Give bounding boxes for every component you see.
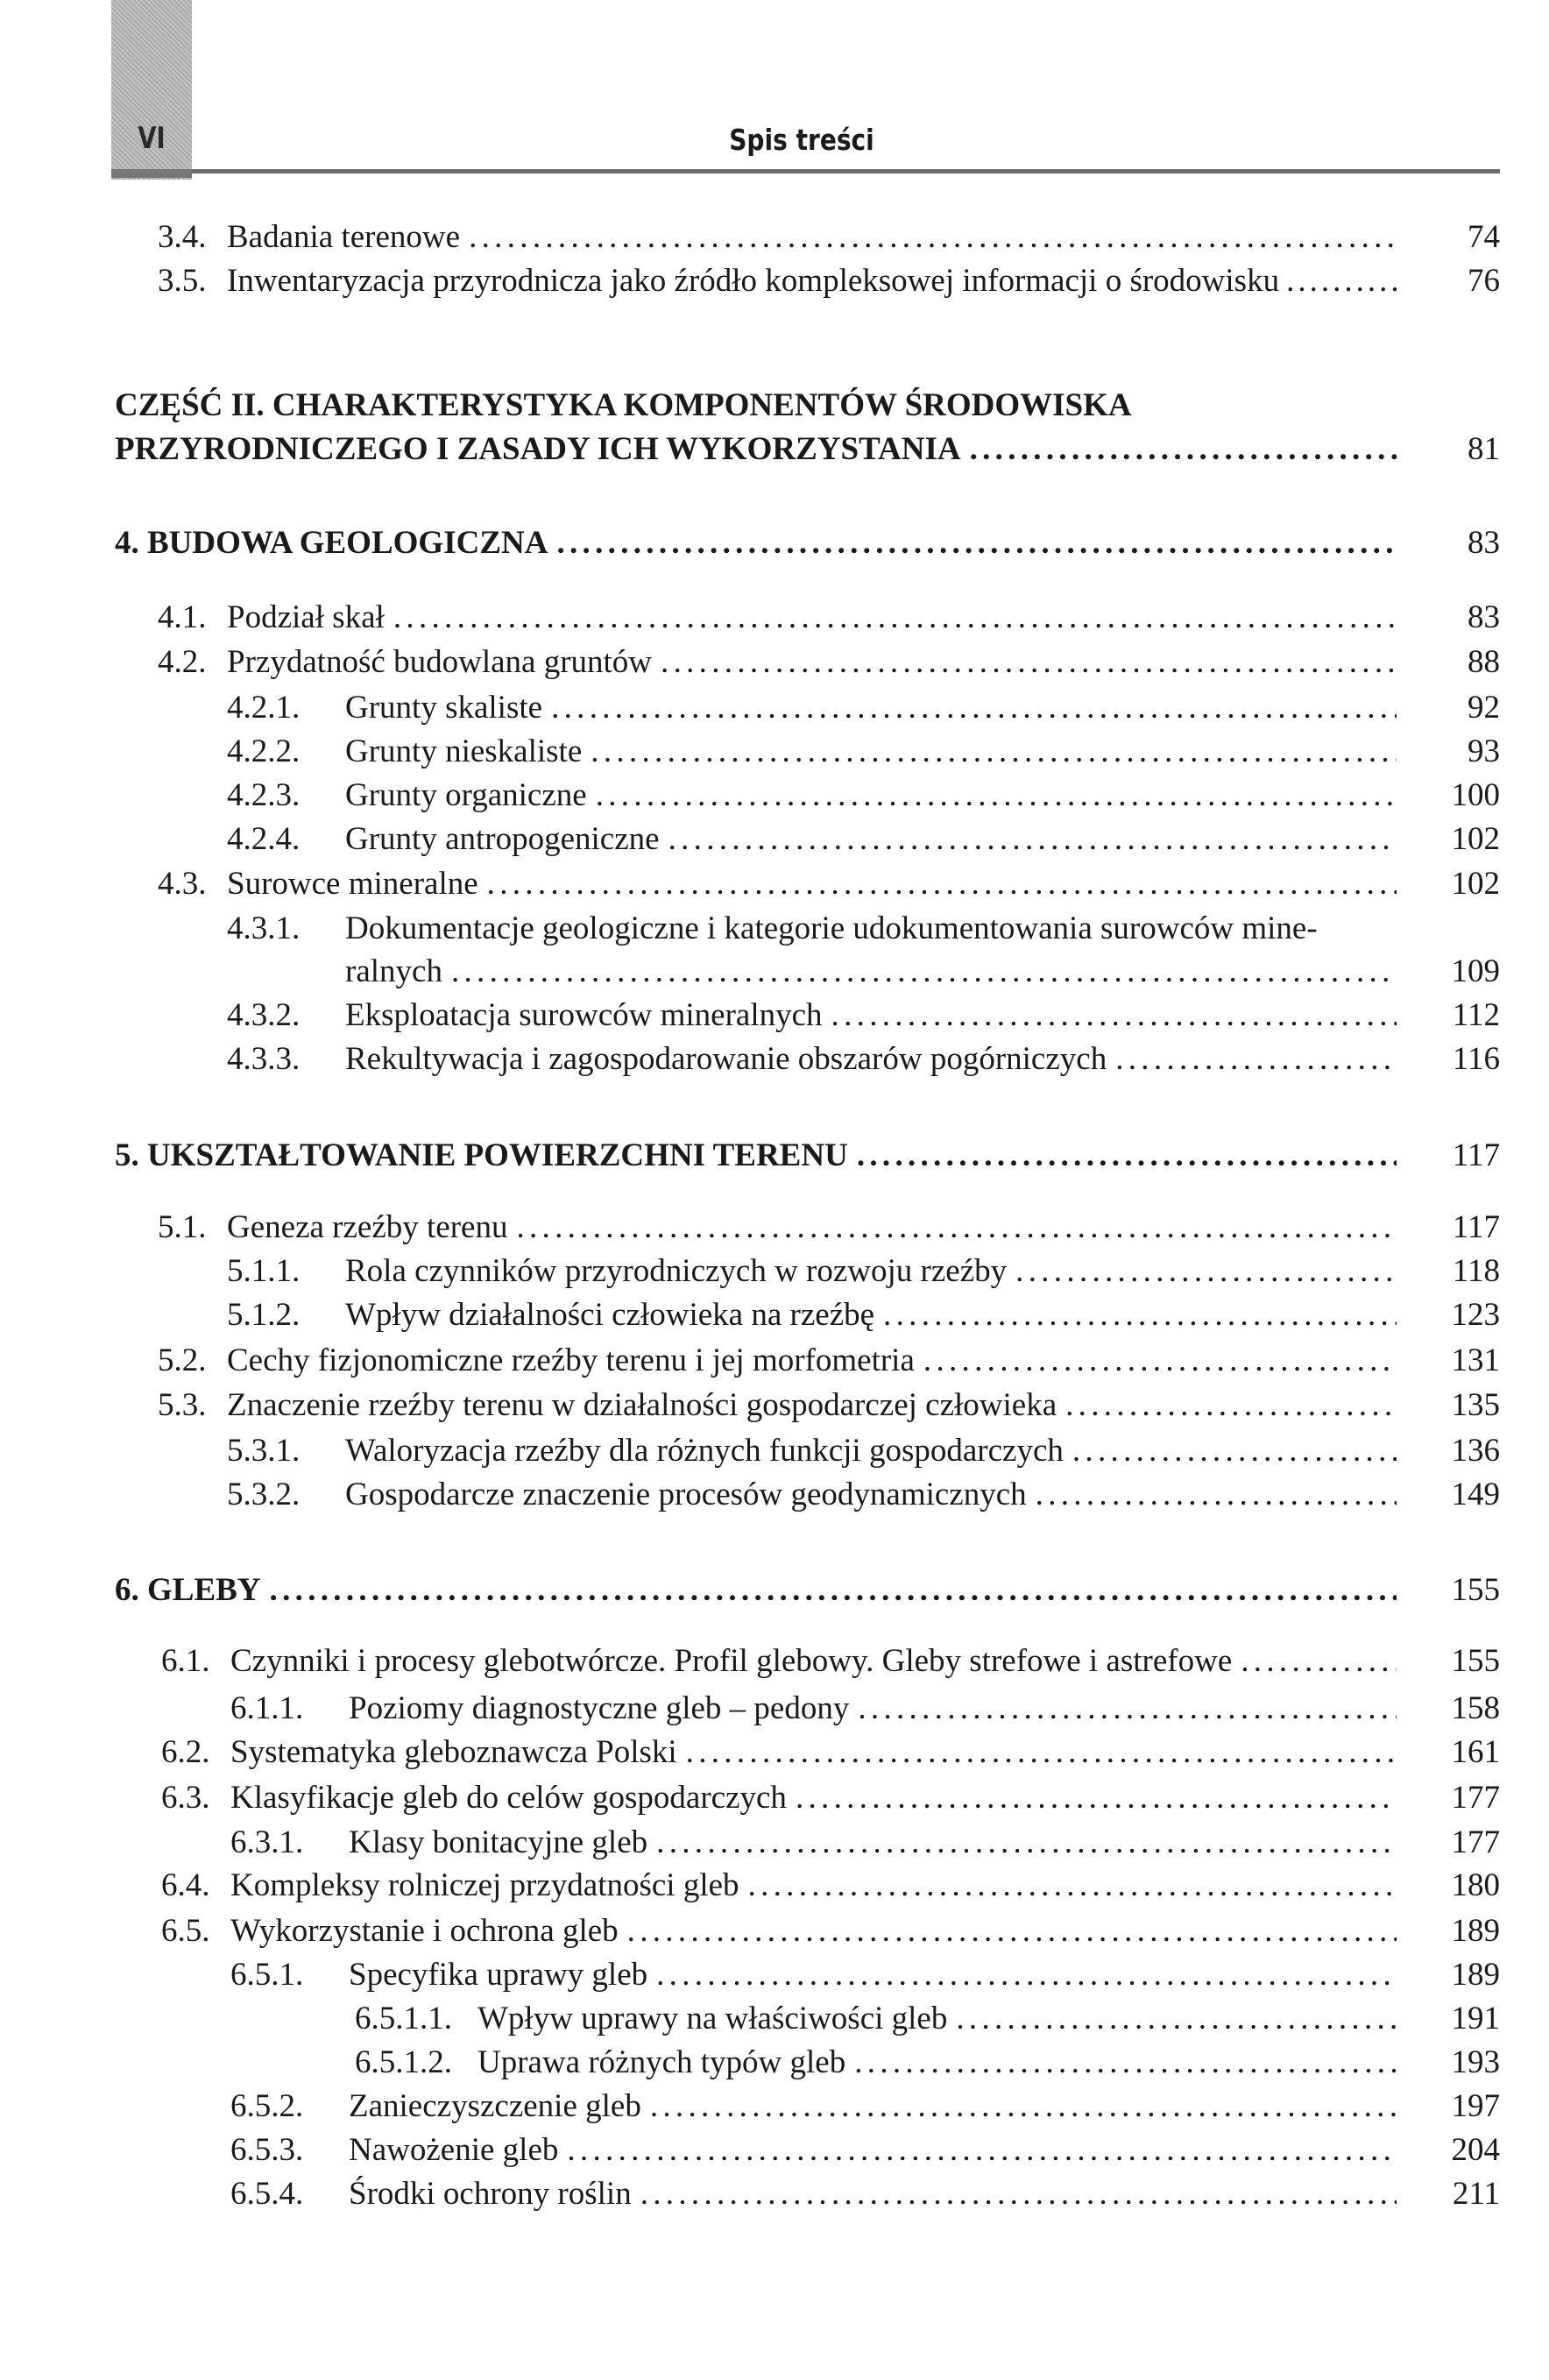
toc-entry xyxy=(0,862,1549,906)
toc-entry xyxy=(0,1250,1549,1293)
toc-entry-number: 6.5. xyxy=(161,1913,210,1949)
toc-entry-number: 4.2.3. xyxy=(227,777,301,813)
dot-leader xyxy=(582,730,1397,774)
toc-entry-body xyxy=(345,1038,1397,1081)
toc-entry-title: Gospodarcze znaczenie procesów geodynamicznych xyxy=(345,1477,1027,1512)
toc-page-number: 74 xyxy=(1468,219,1500,255)
toc-entry-title: Geneza rzeźby terenu xyxy=(227,1209,508,1245)
toc-entry-body xyxy=(227,862,1397,906)
dot-leader xyxy=(548,521,1397,565)
dot-leader xyxy=(478,862,1397,906)
dot-leader xyxy=(849,1687,1397,1731)
dot-leader xyxy=(632,2172,1397,2216)
toc-entry-title: Kompleksy rolniczej przydatności gleb xyxy=(230,1867,739,1903)
toc-page-number: 136 xyxy=(1451,1433,1500,1469)
toc-entry xyxy=(0,1473,1549,1517)
toc-page-number: 117 xyxy=(1452,1137,1500,1173)
toc-entry-body xyxy=(349,1821,1397,1865)
toc-entry-body xyxy=(477,1997,1397,2041)
toc-entry xyxy=(0,596,1549,640)
dot-leader xyxy=(261,1569,1397,1612)
dot-leader xyxy=(652,641,1397,684)
dot-leader xyxy=(385,596,1397,640)
toc-entry xyxy=(0,2172,1549,2216)
toc-entry-title: Podział skał xyxy=(227,599,385,635)
toc-page-number: 112 xyxy=(1452,997,1500,1033)
toc-entry xyxy=(0,818,1549,861)
toc-page-number: 211 xyxy=(1452,2176,1500,2212)
toc-entry-body xyxy=(349,2085,1397,2129)
toc-entry-title: Eksploatacja surowców mineralnych xyxy=(345,997,823,1033)
toc-page-number: 109 xyxy=(1451,953,1500,989)
toc-entry xyxy=(0,774,1549,818)
toc-entry-title: 5. UKSZTAŁTOWANIE POWIERZCHNI TERENU xyxy=(115,1137,848,1173)
toc-entry-body xyxy=(230,1731,1397,1774)
toc-entry xyxy=(0,1339,1549,1383)
toc-entry-body xyxy=(230,1640,1397,1683)
toc-entry xyxy=(0,1293,1549,1337)
toc-entry-number: 4.2. xyxy=(158,644,207,680)
toc-entry-title: Klasy bonitacyjne gleb xyxy=(349,1824,648,1860)
toc-page-number: 177 xyxy=(1451,1824,1500,1860)
dot-leader xyxy=(1107,1038,1397,1081)
dot-leader xyxy=(442,950,1397,994)
running-title: Spis treści xyxy=(729,123,874,157)
dot-leader xyxy=(1279,259,1397,303)
toc-page-number: 117 xyxy=(1452,1209,1500,1245)
toc-entry-body xyxy=(227,1206,1397,1250)
toc-entry xyxy=(0,1038,1549,1081)
toc-entry-number: 3.4. xyxy=(158,219,207,255)
toc-entry-number: 4.2.2. xyxy=(227,733,301,769)
toc-page-number: 189 xyxy=(1451,1957,1500,1993)
toc-entry-title: 6. GLEBY xyxy=(115,1572,261,1608)
toc-page-number: 149 xyxy=(1451,1477,1500,1512)
toc-entry-title: Klasyfikacje gleb do celów gospodarczych xyxy=(230,1780,787,1816)
toc-page-number: 177 xyxy=(1451,1780,1500,1816)
toc-entry-title: Systematyka gleboznawcza Polski xyxy=(230,1734,677,1770)
toc-entry xyxy=(0,1687,1549,1731)
toc-entry-body xyxy=(345,994,1397,1038)
toc-entry-body xyxy=(115,384,1397,428)
toc-entry-title: Grunty skaliste xyxy=(345,690,543,726)
toc-chapter-heading xyxy=(0,428,1549,471)
toc-entry-number: 4.3.1. xyxy=(227,910,301,946)
toc-entry-number: 5.3.1. xyxy=(227,1433,301,1469)
toc-page-number: 83 xyxy=(1468,599,1500,635)
toc-entry xyxy=(0,1864,1549,1908)
toc-entry-body xyxy=(477,2041,1397,2085)
toc-entry-number: 6.5.2. xyxy=(230,2088,304,2124)
toc-page-number: 102 xyxy=(1451,866,1500,902)
toc-entry xyxy=(0,2041,1549,2085)
toc-entry-number: 6.5.1. xyxy=(230,1957,304,1993)
toc-page-number: 88 xyxy=(1468,644,1500,680)
toc-entry-title: Grunty nieskaliste xyxy=(345,733,583,769)
toc-entry-number: 6.3.1. xyxy=(230,1824,304,1860)
toc-entry-number: 4.3. xyxy=(158,866,207,902)
dot-leader xyxy=(787,1776,1397,1820)
toc-entry-title: Przydatność budowlana gruntów xyxy=(227,644,653,680)
toc-page-number: 180 xyxy=(1451,1867,1500,1903)
toc-entry-number: 3.5. xyxy=(158,263,207,299)
page-number: VI xyxy=(138,121,166,156)
toc-page-number: 92 xyxy=(1468,690,1500,726)
toc-entry xyxy=(0,1997,1549,2041)
toc-entry-body xyxy=(345,1293,1397,1337)
dot-leader xyxy=(1027,1473,1397,1517)
toc-entry-number: 6.2. xyxy=(161,1734,210,1770)
toc-entry-number: 4.3.2. xyxy=(227,997,301,1033)
dot-leader xyxy=(677,1731,1397,1774)
toc-entry-number: 6.1. xyxy=(161,1643,210,1679)
toc-entry-title: Rola czynników przyrodniczych w rozwoju rzeźby xyxy=(345,1253,1008,1289)
dot-leader xyxy=(915,1339,1397,1383)
toc-page-number: 102 xyxy=(1451,821,1500,857)
toc-entry-title: Wpływ uprawy na właściwości gleb xyxy=(477,2001,948,2036)
toc-entry xyxy=(0,2085,1549,2129)
toc-entry xyxy=(0,1206,1549,1250)
toc-page-number: 158 xyxy=(1451,1690,1500,1726)
toc-page-number: 155 xyxy=(1451,1643,1500,1679)
dot-leader xyxy=(739,1864,1397,1908)
toc-entry-title: Czynniki i procesy glebotwórcze. Profil glebowy. Gleby strefowe i astrefowe xyxy=(230,1643,1233,1679)
toc-entry-number: 5.1.2. xyxy=(227,1297,301,1333)
toc-entry-body xyxy=(345,950,1397,994)
toc-entry-body xyxy=(115,428,1397,471)
toc-page-number: 100 xyxy=(1451,777,1500,813)
dot-leader xyxy=(558,2129,1397,2172)
toc-entry-title: Poziomy diagnostyczne gleb – pedony xyxy=(349,1690,850,1726)
toc-page-number: 83 xyxy=(1468,525,1500,561)
toc-entry xyxy=(0,1384,1549,1427)
toc-entry-number: 4.3.3. xyxy=(227,1041,301,1077)
toc-entry-number: 6.5.3. xyxy=(230,2132,304,2168)
toc-page-number: 161 xyxy=(1451,1734,1500,1770)
toc-entry-title: Zanieczyszczenie gleb xyxy=(349,2088,641,2124)
toc-entry-number: 4.2.1. xyxy=(227,690,301,726)
dot-leader xyxy=(660,818,1397,861)
toc-entry-body xyxy=(227,216,1397,259)
toc-entry-number: 6.4. xyxy=(161,1867,210,1903)
toc-entry xyxy=(0,641,1549,684)
dot-leader xyxy=(542,686,1397,730)
toc-page-number: 118 xyxy=(1452,1253,1500,1289)
toc-entry-number: 6.5.4. xyxy=(230,2176,304,2212)
toc-entry-title: 4. BUDOWA GEOLOGICZNA xyxy=(115,525,548,561)
toc-chapter-heading xyxy=(0,1134,1549,1178)
dot-leader xyxy=(961,428,1397,471)
toc-page-number: 197 xyxy=(1451,2088,1500,2124)
toc-page-number: 193 xyxy=(1451,2044,1500,2080)
toc-entry-title: Rekultywacja i zagospodarowanie obszarów pogórniczych xyxy=(345,1041,1107,1077)
toc-entry xyxy=(0,1640,1549,1683)
toc-entry-title: Nawożenie gleb xyxy=(349,2132,559,2168)
toc-entry-body xyxy=(345,1250,1397,1293)
toc-entry xyxy=(0,950,1549,994)
toc-entry-body xyxy=(230,1864,1397,1908)
toc-page-number: 116 xyxy=(1452,1041,1500,1077)
header-rule-accent xyxy=(111,169,192,178)
toc-page-number: 81 xyxy=(1468,431,1500,467)
toc-entry-title: Waloryzacja rzeźby dla różnych funkcji gospodarczych xyxy=(345,1433,1064,1469)
toc-entry xyxy=(0,1821,1549,1865)
dot-leader xyxy=(823,994,1397,1038)
toc-entry-body xyxy=(115,1134,1397,1178)
toc-entry-title: Dokumentacje geologiczne i kategorie udokumentowania surowców mine- xyxy=(345,910,1318,946)
toc-page-number: 135 xyxy=(1451,1387,1500,1423)
dot-leader xyxy=(1057,1384,1397,1427)
toc-entry-number: 5.3. xyxy=(158,1387,207,1423)
dot-leader xyxy=(460,216,1397,259)
toc-entry-body xyxy=(227,1339,1397,1383)
toc-entry-title: Grunty organiczne xyxy=(345,777,587,813)
toc-entry-title: Badania terenowe xyxy=(227,219,461,255)
toc-entry-title: Inwentaryzacja przyrodnicza jako źródło kompleksowej informacji o środowisku xyxy=(227,263,1280,299)
dot-leader xyxy=(848,1134,1397,1178)
toc-entry-body xyxy=(345,1429,1397,1473)
toc-entry-title: Środki ochrony roślin xyxy=(349,2176,632,2212)
toc-entry-title: Grunty antropogeniczne xyxy=(345,821,660,857)
toc-entry-body xyxy=(230,1909,1397,1953)
toc-page-number: 123 xyxy=(1451,1297,1500,1333)
toc-entry-number: 4.2.4. xyxy=(227,821,301,857)
toc-entry xyxy=(0,1731,1549,1774)
toc-entry-body xyxy=(227,259,1397,303)
toc-entry-body xyxy=(227,641,1397,684)
toc-entry-body xyxy=(345,907,1397,951)
toc-entry-title: PRZYRODNICZEGO I ZASADY ICH WYKORZYSTANIA xyxy=(115,431,961,467)
toc-entry-title: Wpływ działalności człowieka na rzeźbę xyxy=(345,1297,875,1333)
toc-page-number: 155 xyxy=(1451,1572,1500,1608)
toc-entry-title: Surowce mineralne xyxy=(227,866,478,902)
toc-entry xyxy=(0,1776,1549,1820)
toc-chapter-heading xyxy=(0,384,1549,428)
toc-page-number: 76 xyxy=(1468,263,1500,299)
toc-entry-number: 6.5.1.1. xyxy=(355,2001,452,2036)
toc-entry-title: Znaczenie rzeźby terenu w działalności gospodarczej człowieka xyxy=(227,1387,1057,1423)
toc-entry xyxy=(0,1953,1549,1997)
dot-leader xyxy=(874,1293,1397,1337)
dot-leader xyxy=(1007,1250,1397,1293)
dot-leader xyxy=(1232,1640,1397,1683)
toc-entry-title: Wykorzystanie i ochrona gleb xyxy=(230,1913,619,1949)
dot-leader xyxy=(507,1206,1397,1250)
toc-entry-number: 5.3.2. xyxy=(227,1477,301,1512)
toc-entry-body xyxy=(345,774,1397,818)
toc-entry-number: 5.1. xyxy=(158,1209,207,1245)
toc-entry xyxy=(0,216,1549,259)
dot-leader xyxy=(845,2041,1397,2085)
toc-page-number: 131 xyxy=(1451,1342,1500,1378)
toc-chapter-heading xyxy=(0,521,1549,565)
toc-entry-body xyxy=(345,686,1397,730)
toc-entry-body xyxy=(345,818,1397,861)
toc-entry-title: Cechy fizjonomiczne rzeźby terenu i jej morfometria xyxy=(227,1342,915,1378)
toc-page-number: 93 xyxy=(1468,733,1500,769)
toc-entry-body xyxy=(115,521,1397,565)
toc-page-number: 191 xyxy=(1451,2001,1500,2036)
dot-leader xyxy=(641,2085,1397,2129)
toc-entry xyxy=(0,2129,1549,2172)
toc-entry xyxy=(0,259,1549,303)
toc-page-number: 204 xyxy=(1451,2132,1500,2168)
toc-entry-body xyxy=(345,730,1397,774)
toc-entry xyxy=(0,907,1549,951)
toc-entry-number: 5.2. xyxy=(158,1342,207,1378)
toc-entry-body xyxy=(349,2172,1397,2216)
dot-leader xyxy=(647,1821,1397,1865)
header-rule xyxy=(111,169,1500,174)
toc-chapter-heading xyxy=(0,1569,1549,1612)
toc-entry-number: 5.1.1. xyxy=(227,1253,301,1289)
toc-entry-body xyxy=(227,1384,1397,1427)
toc-entry-title: Specyfika uprawy gleb xyxy=(349,1957,648,1993)
dot-leader xyxy=(947,1997,1397,2041)
toc-entry-number: 4.1. xyxy=(158,599,207,635)
toc-entry-title: CZĘŚĆ II. CHARAKTERYSTYKA KOMPONENTÓW ŚRODOWISKA xyxy=(115,387,1132,423)
dot-leader xyxy=(647,1953,1397,1997)
toc-entry-title: Uprawa różnych typów gleb xyxy=(477,2044,846,2080)
dot-leader xyxy=(619,1909,1397,1953)
toc-entry-body xyxy=(349,1687,1397,1731)
toc-entry xyxy=(0,994,1549,1038)
toc-entry-body xyxy=(115,1569,1397,1612)
toc-entry-body xyxy=(227,596,1397,640)
toc-entry-body xyxy=(349,1953,1397,1997)
toc-entry-number: 6.5.1.2. xyxy=(355,2044,452,2080)
toc-entry-number: 6.3. xyxy=(161,1780,210,1816)
toc-entry xyxy=(0,1429,1549,1473)
toc-entry-number: 6.1.1. xyxy=(230,1690,304,1726)
toc-entry-body xyxy=(345,1473,1397,1517)
dot-leader xyxy=(1064,1429,1397,1473)
toc-entry xyxy=(0,1909,1549,1953)
toc-entry-body xyxy=(230,1776,1397,1820)
dot-leader xyxy=(587,774,1397,818)
toc-entry xyxy=(0,686,1549,730)
toc-entry-title: ralnych xyxy=(345,953,442,989)
toc-entry xyxy=(0,730,1549,774)
toc-page-number: 189 xyxy=(1451,1913,1500,1949)
toc-entry-body xyxy=(349,2129,1397,2172)
